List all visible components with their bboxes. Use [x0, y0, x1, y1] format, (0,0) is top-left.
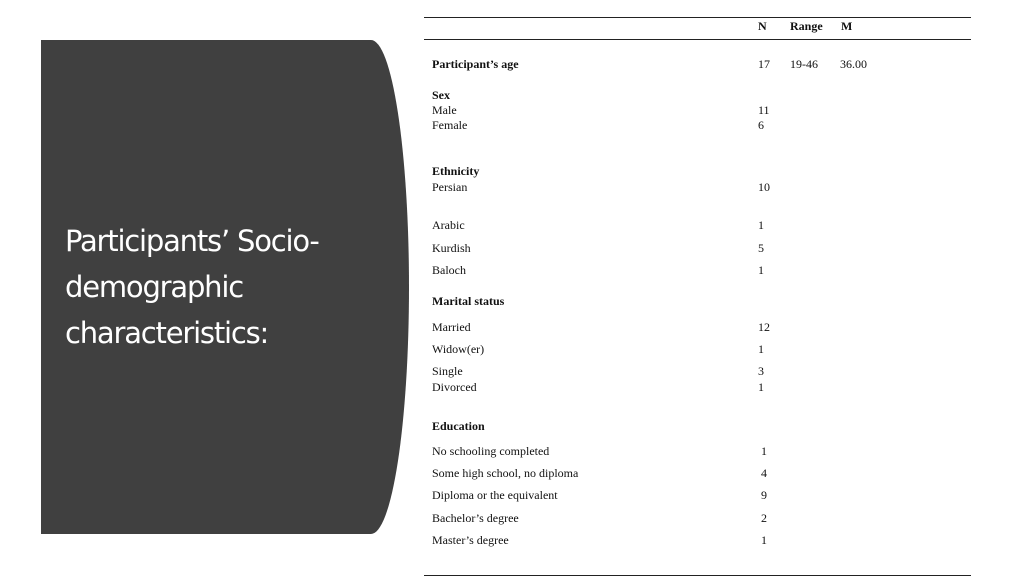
- education-row-n: 1: [761, 444, 767, 458]
- ethnicity-row-n: 10: [758, 180, 770, 194]
- education-row-label: Master’s degree: [432, 533, 509, 547]
- table-header-rule: [424, 39, 971, 40]
- education-row-n: 4: [761, 466, 767, 480]
- education-row-n: 9: [761, 488, 767, 502]
- education-row-n: 1: [761, 533, 767, 547]
- header-range: Range: [790, 19, 823, 33]
- ethnicity-row-n: 5: [758, 241, 764, 255]
- education-row-label: Bachelor’s degree: [432, 511, 519, 525]
- sex-row-label: Female: [432, 118, 468, 132]
- sex-heading: Sex: [432, 88, 450, 102]
- sex-row-n: 6: [758, 118, 764, 132]
- sex-row-label: Male: [432, 103, 457, 117]
- marital-row-n: 1: [758, 342, 764, 356]
- age-mean: 36.00: [840, 57, 867, 71]
- table-top-rule: [424, 17, 971, 18]
- slide-title-line-2: demographic: [65, 270, 243, 304]
- slide-title-line-3: characteristics:: [65, 316, 269, 350]
- ethnicity-row-label: Kurdish: [432, 241, 471, 255]
- marital-row-n: 12: [758, 320, 770, 334]
- ethnicity-row-n: 1: [758, 263, 764, 277]
- education-heading: Education: [432, 419, 485, 433]
- marital-row-label: Widow(er): [432, 342, 485, 356]
- marital-status-heading: Marital status: [432, 294, 505, 308]
- marital-row-label: Divorced: [432, 380, 477, 394]
- marital-row-n: 1: [758, 380, 764, 394]
- header-m: M: [841, 19, 853, 33]
- education-row-n: 2: [761, 511, 767, 525]
- education-row-label: Some high school, no diploma: [432, 466, 579, 480]
- ethnicity-heading: Ethnicity: [432, 164, 480, 178]
- ethnicity-row-label: Baloch: [432, 263, 466, 277]
- marital-row-label: Married: [432, 320, 471, 334]
- age-n: 17: [758, 57, 770, 71]
- header-n: N: [758, 19, 767, 33]
- education-row-label: No schooling completed: [432, 444, 550, 458]
- slide-title-line-1: Participants’ Socio-: [65, 224, 319, 258]
- ethnicity-row-label: Persian: [432, 180, 468, 194]
- ethnicity-row-n: 1: [758, 218, 764, 232]
- age-label: Participant’s age: [432, 57, 519, 71]
- marital-row-n: 3: [758, 364, 764, 378]
- education-row-label: Diploma or the equivalent: [432, 488, 558, 502]
- slide-title: [65, 218, 395, 356]
- marital-row-label: Single: [432, 364, 463, 378]
- age-range: 19-46: [790, 57, 818, 71]
- sex-row-n: 11: [758, 103, 770, 117]
- ethnicity-row-label: Arabic: [432, 218, 465, 232]
